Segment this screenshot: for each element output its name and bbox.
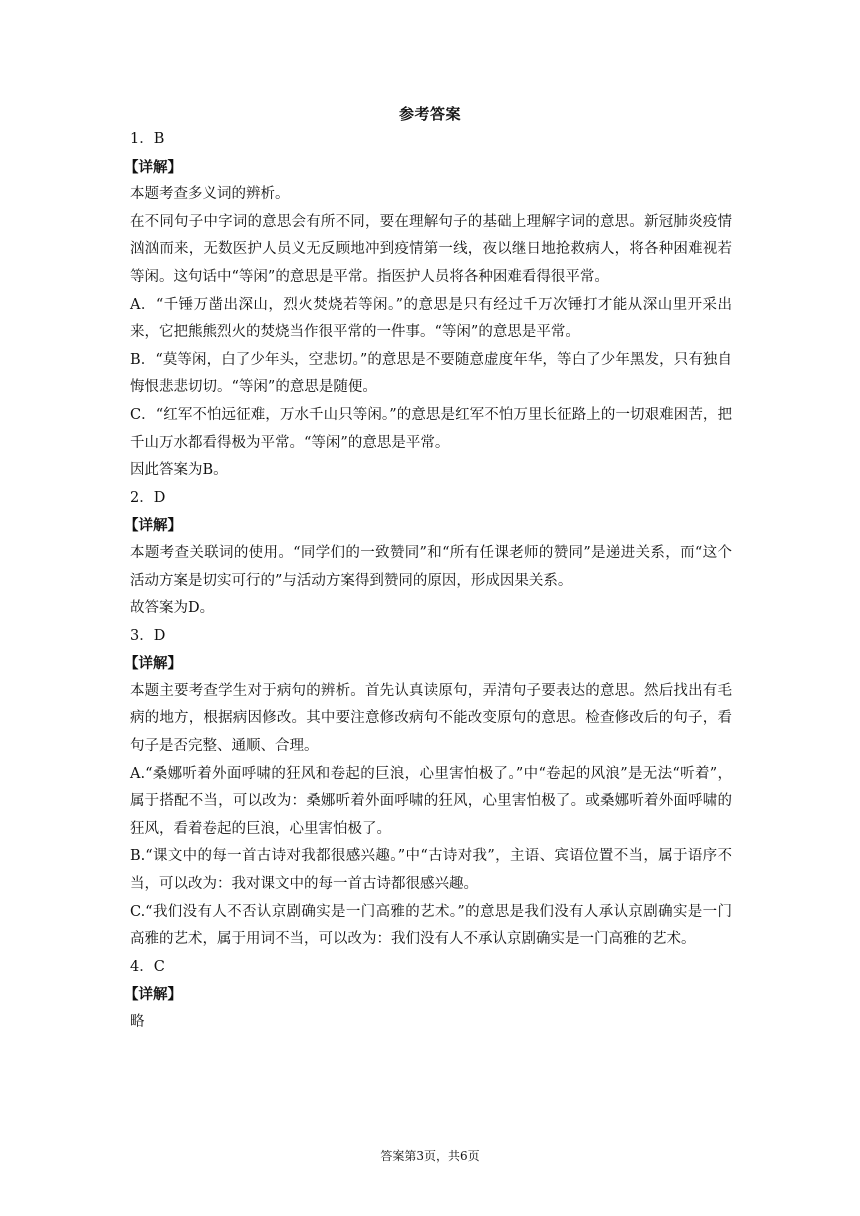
- paragraph: B.“课文中的每一首古诗对我都很感兴趣。”中“古诗对我”，主语、宾语位置不当，属于语序不当，可以改为：我对课文中的每一首古诗都很感兴趣。: [130, 848, 732, 893]
- answer-number: 4．C: [130, 958, 165, 975]
- detail-label: 【详解】: [124, 158, 182, 176]
- answer-number: 1．B: [130, 131, 165, 147]
- paragraph: C.“我们没有人不否认京剧确实是一门高雅的艺术。”的意思是我们没有人承认京剧确实是一门高雅的艺术，属于用词不当，可以改为：我们没有人不承认京剧确实是一门高雅的艺术。: [130, 903, 732, 948]
- answer-content: [124, 126, 732, 1037]
- detail-label: 【详解】: [124, 986, 182, 1004]
- answer-2: [124, 485, 732, 623]
- answer-number: 3．D: [130, 627, 166, 644]
- page-footer: 答案第3页，共6页: [380, 1149, 480, 1163]
- answer-3: [124, 623, 732, 954]
- paragraph: 故答案为D。: [130, 600, 215, 617]
- page-title: 参考答案: [398, 105, 461, 123]
- paragraph: 本题主要考查学生对于病句的辨析。首先认真读原句，弄清句子要表达的意思。然后找出有毛病的地方，根据病因修改。其中要注意修改病句不能改变原句的意思。检查修改后的句子，看句子是否完整、通顺、合理。: [130, 682, 732, 755]
- paragraph: 本题考查关联词的使用。“同学们的一致赞同”和“所有任课老师的赞同”是递进关系，而“这个活动方案是切实可行的”与活动方案得到赞同的原因，形成因果关系。: [130, 544, 732, 589]
- paragraph: 在不同句子中字词的意思会有所不同，要在理解句子的基础上理解字词的意思。新冠肺炎疫情汹汹而来，无数医护人员义无反顾地冲到疫情第一线，夜以继日地抢救病人，将各种困难视若等闲。这句话中“等闲”的意思是平常。指医护人员将各种困难看得很平常。: [130, 213, 732, 285]
- answer-number: 2．D: [130, 489, 166, 506]
- answer-1: [124, 126, 732, 485]
- detail-label: 【详解】: [124, 655, 182, 673]
- paragraph: A.“桑娜听着外面呼啸的狂风和卷起的巨浪，心里害怕极了。”中“卷起的风浪”是无法“听着”，属于搭配不当，可以改为：桑娜听着外面呼啸的狂风，心里害怕极了。或桑娜听着外面呼啸的狂风，看着卷起的巨浪，心里害怕极了。: [130, 765, 732, 837]
- paragraph: 略: [130, 1014, 145, 1030]
- paragraph: 因此答案为B。: [130, 462, 228, 479]
- answer-4: [124, 954, 732, 1037]
- paragraph: A．“千锤万凿出深山，烈火焚烧若等闲。”的意思是只有经过千万次锤打才能从深山里开采出来，它把熊熊烈火的焚烧当作很平常的一件事。“等闲”的意思是平常。: [130, 296, 732, 341]
- paragraph: B．“莫等闲，白了少年头，空悲切。”的意思是不要随意虚度年华，等白了少年黑发，只有独自悔恨悲悲切切。“等闲”的意思是随便。: [130, 351, 732, 396]
- detail-label: 【详解】: [124, 517, 182, 535]
- paragraph: 本题考查多义词的辨析。: [130, 186, 290, 203]
- paragraph: C．“红军不怕远征难，万水千山只等闲。”的意思是红军不怕万里长征路上的一切艰难困苦，把千山万水都看得极为平常。“等闲”的意思是平常。: [130, 406, 732, 451]
